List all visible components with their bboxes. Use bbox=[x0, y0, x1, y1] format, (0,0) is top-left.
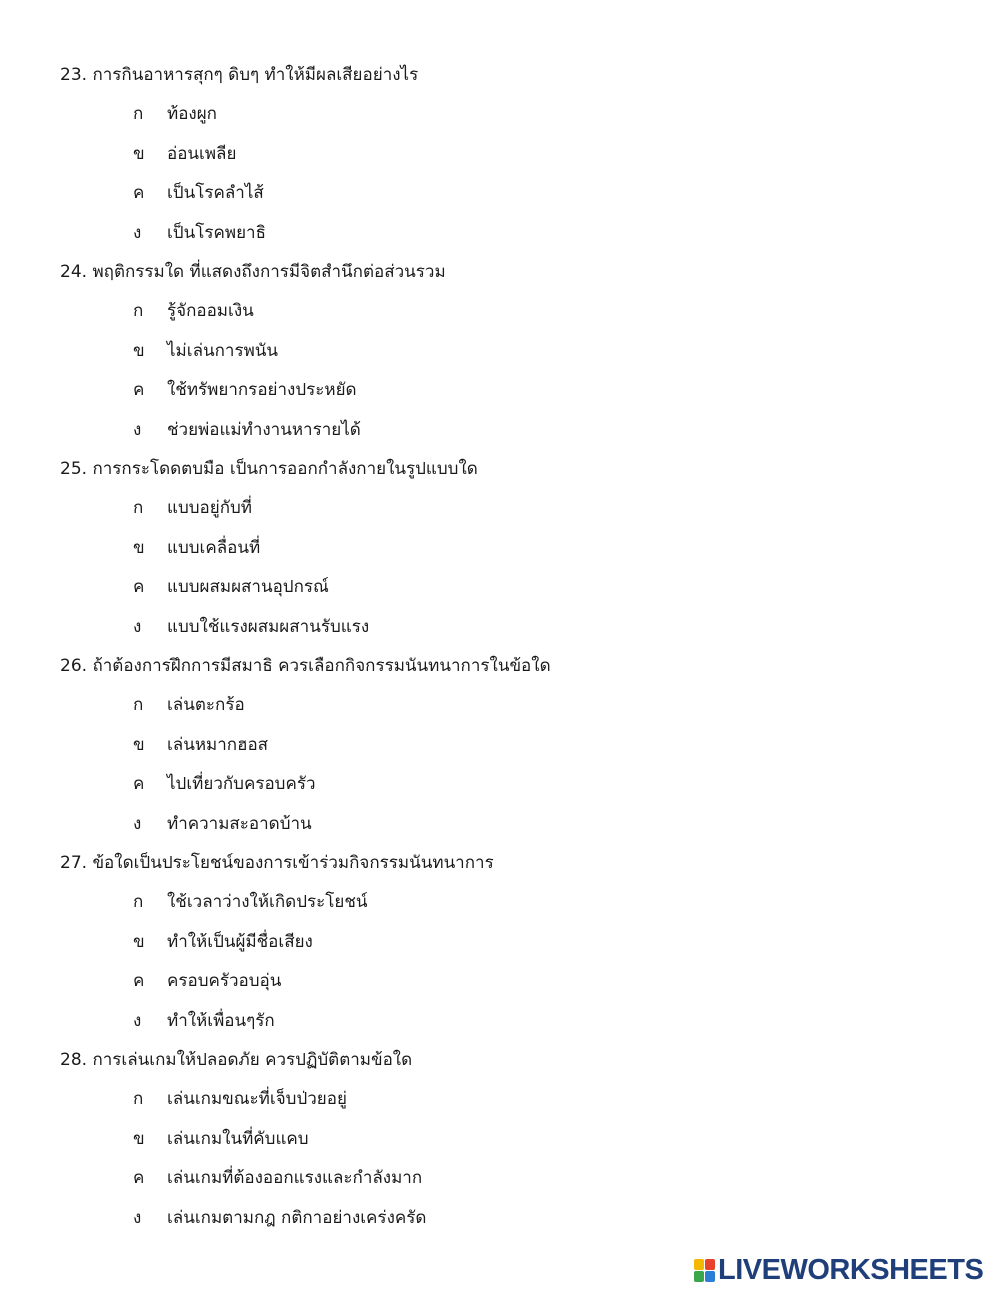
option-letter: ก bbox=[133, 1089, 144, 1109]
option-row[interactable] bbox=[60, 371, 940, 411]
option-text: ไปเที่ยวกับครอบครัว bbox=[167, 774, 316, 794]
option-letter: ก bbox=[133, 695, 144, 715]
option-row[interactable] bbox=[60, 923, 940, 963]
question-text: 27. ข้อใดเป็นประโยชน์ของการเข้าร่วมกิจกรรมนันทนาการ bbox=[60, 853, 494, 873]
option-row[interactable] bbox=[60, 95, 940, 135]
option-letter: ค bbox=[133, 971, 145, 991]
option-letter: ค bbox=[133, 380, 145, 400]
logo-square bbox=[694, 1259, 704, 1270]
option-text: ท้องผูก bbox=[167, 104, 217, 124]
option-row[interactable] bbox=[60, 1159, 940, 1199]
option-row[interactable] bbox=[60, 174, 940, 214]
option-row[interactable] bbox=[60, 805, 940, 845]
option-letter: ข bbox=[133, 143, 145, 164]
option-row[interactable] bbox=[60, 962, 940, 1002]
liveworksheets-logo-icon bbox=[694, 1259, 714, 1281]
option-row[interactable] bbox=[60, 1002, 940, 1042]
option-row[interactable] bbox=[60, 1080, 940, 1120]
option-letter: ง bbox=[133, 419, 142, 440]
option-row[interactable] bbox=[60, 608, 940, 648]
liveworksheets-brand[interactable] bbox=[694, 1252, 983, 1288]
question-23 bbox=[60, 55, 940, 253]
option-text: แบบอยู่กับที่ bbox=[167, 498, 252, 518]
option-row[interactable] bbox=[60, 529, 940, 569]
option-text: เป็นโรคลำไส้ bbox=[167, 183, 264, 203]
question-25 bbox=[60, 449, 940, 647]
option-letter: ค bbox=[133, 183, 145, 203]
option-text: ไม่เล่นการพนัน bbox=[167, 340, 279, 361]
option-letter: ก bbox=[133, 892, 144, 912]
option-text: เล่นเกมในที่คับแคบ bbox=[167, 1128, 309, 1149]
option-text: ทำให้เป็นผู้มีชื่อเสียง bbox=[167, 931, 313, 952]
question-26 bbox=[60, 646, 940, 844]
option-letter: ก bbox=[133, 104, 144, 124]
option-text: ใช้เวลาว่างให้เกิดประโยชน์ bbox=[167, 892, 368, 912]
option-letter: ก bbox=[133, 301, 144, 321]
question-28 bbox=[60, 1040, 940, 1238]
option-text: แบบใช้แรงผสมผสานรับแรง bbox=[167, 616, 370, 637]
option-letter: ง bbox=[133, 813, 142, 834]
question-text: 26. ถ้าต้องการฝึกการมีสมาธิ ควรเลือกกิจกรรมนันทนาการในข้อใด bbox=[60, 656, 551, 676]
option-row[interactable] bbox=[60, 686, 940, 726]
option-letter: ค bbox=[133, 577, 145, 597]
logo-square bbox=[694, 1271, 704, 1282]
option-text: แบบผสมผสานอุปกรณ์ bbox=[167, 577, 329, 597]
question-text: 25. การกระโดดตบมือ เป็นการออกกำลังกายในรูปแบบใด bbox=[60, 459, 478, 479]
option-letter: ข bbox=[133, 340, 145, 361]
option-text: เป็นโรคพยาธิ bbox=[167, 222, 266, 243]
question-text: 28. การเล่นเกมให้ปลอดภัย ควรปฏิบัติตามข้อใด bbox=[60, 1050, 413, 1070]
option-text: เล่นเกมขณะที่เจ็บป่วยอยู่ bbox=[167, 1089, 347, 1109]
option-letter: ค bbox=[133, 774, 145, 794]
option-letter: ง bbox=[133, 616, 142, 637]
option-row[interactable] bbox=[60, 568, 940, 608]
option-text: ใช้ทรัพยากรอย่างประหยัด bbox=[167, 380, 357, 400]
question-text: 24. พฤติกรรมใด ที่แสดงถึงการมีจิตสำนึกต่อส่วนรวม bbox=[60, 262, 446, 282]
option-letter: ข bbox=[133, 734, 145, 755]
option-letter: ค bbox=[133, 1168, 145, 1188]
option-row[interactable] bbox=[60, 135, 940, 175]
option-text: ทำให้เพื่อนๆรัก bbox=[167, 1010, 275, 1031]
option-text: ครอบครัวอบอุ่น bbox=[167, 971, 282, 991]
option-text: ทำความสะอาดบ้าน bbox=[167, 813, 312, 834]
option-row[interactable] bbox=[60, 332, 940, 372]
option-text: รู้จักออมเงิน bbox=[167, 301, 254, 321]
option-text: เล่นหมากฮอส bbox=[167, 734, 269, 755]
option-row[interactable] bbox=[60, 411, 940, 451]
option-row[interactable] bbox=[60, 292, 940, 332]
option-row[interactable] bbox=[60, 726, 940, 766]
option-row[interactable] bbox=[60, 883, 940, 923]
option-text: เล่นเกมตามกฎ กติกาอย่างเคร่งครัด bbox=[167, 1207, 427, 1228]
option-letter: ข bbox=[133, 931, 145, 952]
option-letter: ง bbox=[133, 1207, 142, 1228]
question-24 bbox=[60, 252, 940, 450]
brand-name: LIVEWORKSHEETS bbox=[718, 1253, 984, 1286]
option-letter: ก bbox=[133, 498, 144, 518]
option-text: เล่นเกมที่ต้องออกแรงและกำลังมาก bbox=[167, 1168, 423, 1188]
question-text: 23. การกินอาหารสุกๆ ดิบๆ ทำให้มีผลเสียอย่างไร bbox=[60, 65, 419, 85]
option-row[interactable] bbox=[60, 1120, 940, 1160]
option-row[interactable] bbox=[60, 765, 940, 805]
option-row[interactable] bbox=[60, 1199, 940, 1239]
option-letter: ข bbox=[133, 1128, 145, 1149]
option-letter: ง bbox=[133, 222, 142, 243]
option-text: ช่วยพ่อแม่ทำงานหารายได้ bbox=[167, 419, 361, 440]
option-letter: ง bbox=[133, 1010, 142, 1031]
logo-square bbox=[705, 1259, 715, 1270]
option-row[interactable] bbox=[60, 214, 940, 254]
option-letter: ข bbox=[133, 537, 145, 558]
question-27 bbox=[60, 843, 940, 1041]
option-text: อ่อนเพลีย bbox=[167, 143, 237, 164]
option-text: เล่นตะกร้อ bbox=[167, 695, 245, 715]
option-row[interactable] bbox=[60, 489, 940, 529]
logo-square bbox=[705, 1271, 715, 1282]
option-text: แบบเคลื่อนที่ bbox=[167, 537, 261, 558]
